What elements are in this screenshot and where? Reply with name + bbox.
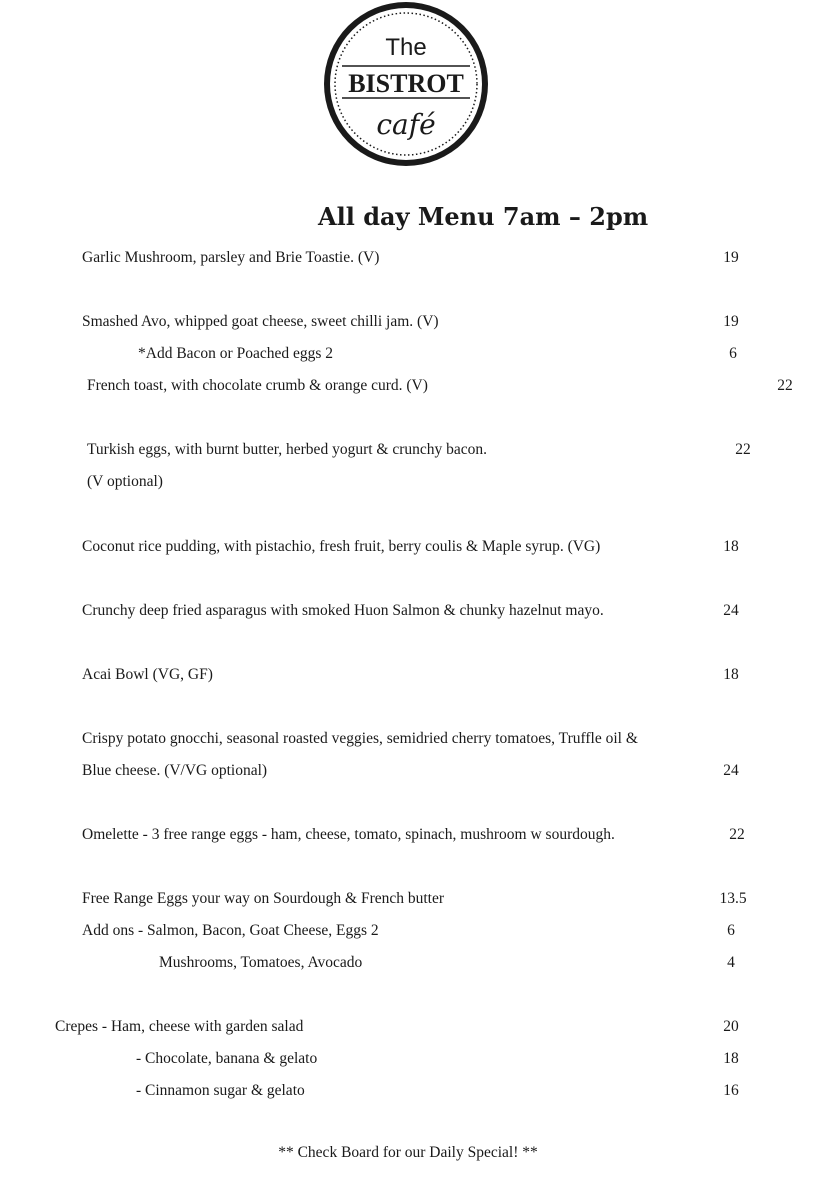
- price-crepes-chocolate: 18: [723, 1050, 739, 1067]
- menu-item-coconut-rice-pudding: Coconut rice pudding, with pistachio, fresh fruit, berry coulis & Maple syrup. (VG): [82, 538, 601, 555]
- price-crepes-ham: 20: [723, 1018, 739, 1035]
- price-free-range-eggs: 13.5: [719, 890, 747, 907]
- menu-item-garlic-mushroom: Garlic Mushroom, parsley and Brie Toastie. (V): [82, 249, 380, 266]
- menu-item-crepes-chocolate: - Chocolate, banana & gelato: [136, 1050, 318, 1067]
- menu-item-free-range-eggs: Free Range Eggs your way on Sourdough & French butter: [82, 890, 445, 907]
- price-asparagus: 24: [723, 602, 739, 619]
- menu-item-crepes-cinnamon: - Cinnamon sugar & gelato: [136, 1082, 305, 1099]
- price-omelette: 22: [729, 826, 745, 843]
- logo-cafe: café: [376, 108, 436, 141]
- daily-special-note: ** Check Board for our Daily Special! **: [278, 1144, 538, 1161]
- price-smashed-avo: 19: [723, 313, 739, 330]
- menu-item-gnocchi: Crispy potato gnocchi, seasonal roasted veggies, semidried cherry tomatoes, Truffle oil &: [82, 730, 638, 747]
- menu-item-acai-bowl: Acai Bowl (VG, GF): [82, 666, 213, 683]
- price-crepes-cinnamon: 16: [723, 1082, 739, 1099]
- menu-item-turkish-eggs: Turkish eggs, with burnt butter, herbed yogurt & crunchy bacon.: [87, 441, 488, 458]
- bistrot-cafe-logo: [322, 0, 490, 168]
- price-garlic-mushroom: 19: [723, 249, 739, 266]
- price-add-bacon: 6: [729, 345, 737, 362]
- menu-item-omelette: Omelette - 3 free range eggs - ham, cheese, tomato, spinach, mushroom w sourdough.: [82, 826, 615, 843]
- menu-title: All day Menu 7am – 2pm: [318, 202, 649, 231]
- menu-item-add-ons: Add ons - Salmon, Bacon, Goat Cheese, Eggs 2: [82, 922, 379, 939]
- menu-item-gnocchi-cont: Blue cheese. (V/VG optional): [82, 762, 268, 779]
- menu-item-turkish-eggs-note: (V optional): [87, 473, 163, 490]
- price-coconut-rice-pudding: 18: [723, 538, 739, 555]
- price-turkish-eggs: 22: [735, 441, 751, 458]
- menu-item-add-bacon: *Add Bacon or Poached eggs 2: [138, 345, 333, 362]
- menu-item-french-toast: French toast, with chocolate crumb & orange curd. (V): [87, 377, 428, 394]
- menu-item-asparagus: Crunchy deep fried asparagus with smoked Huon Salmon & chunky hazelnut mayo.: [82, 602, 604, 619]
- logo-the: The: [385, 34, 427, 61]
- menu-item-smashed-avo: Smashed Avo, whipped goat cheese, sweet chilli jam. (V): [82, 313, 439, 330]
- price-french-toast: 22: [777, 377, 793, 394]
- menu-item-add-ons-veg: Mushrooms, Tomatoes, Avocado: [159, 954, 363, 971]
- price-add-ons-veg: 4: [727, 954, 735, 971]
- price-acai-bowl: 18: [723, 666, 739, 683]
- price-gnocchi: 24: [723, 762, 739, 779]
- menu-item-crepes-ham: Crepes - Ham, cheese with garden salad: [55, 1018, 304, 1035]
- price-add-ons: 6: [727, 922, 735, 939]
- logo-bistrot: BISTROT: [348, 69, 464, 98]
